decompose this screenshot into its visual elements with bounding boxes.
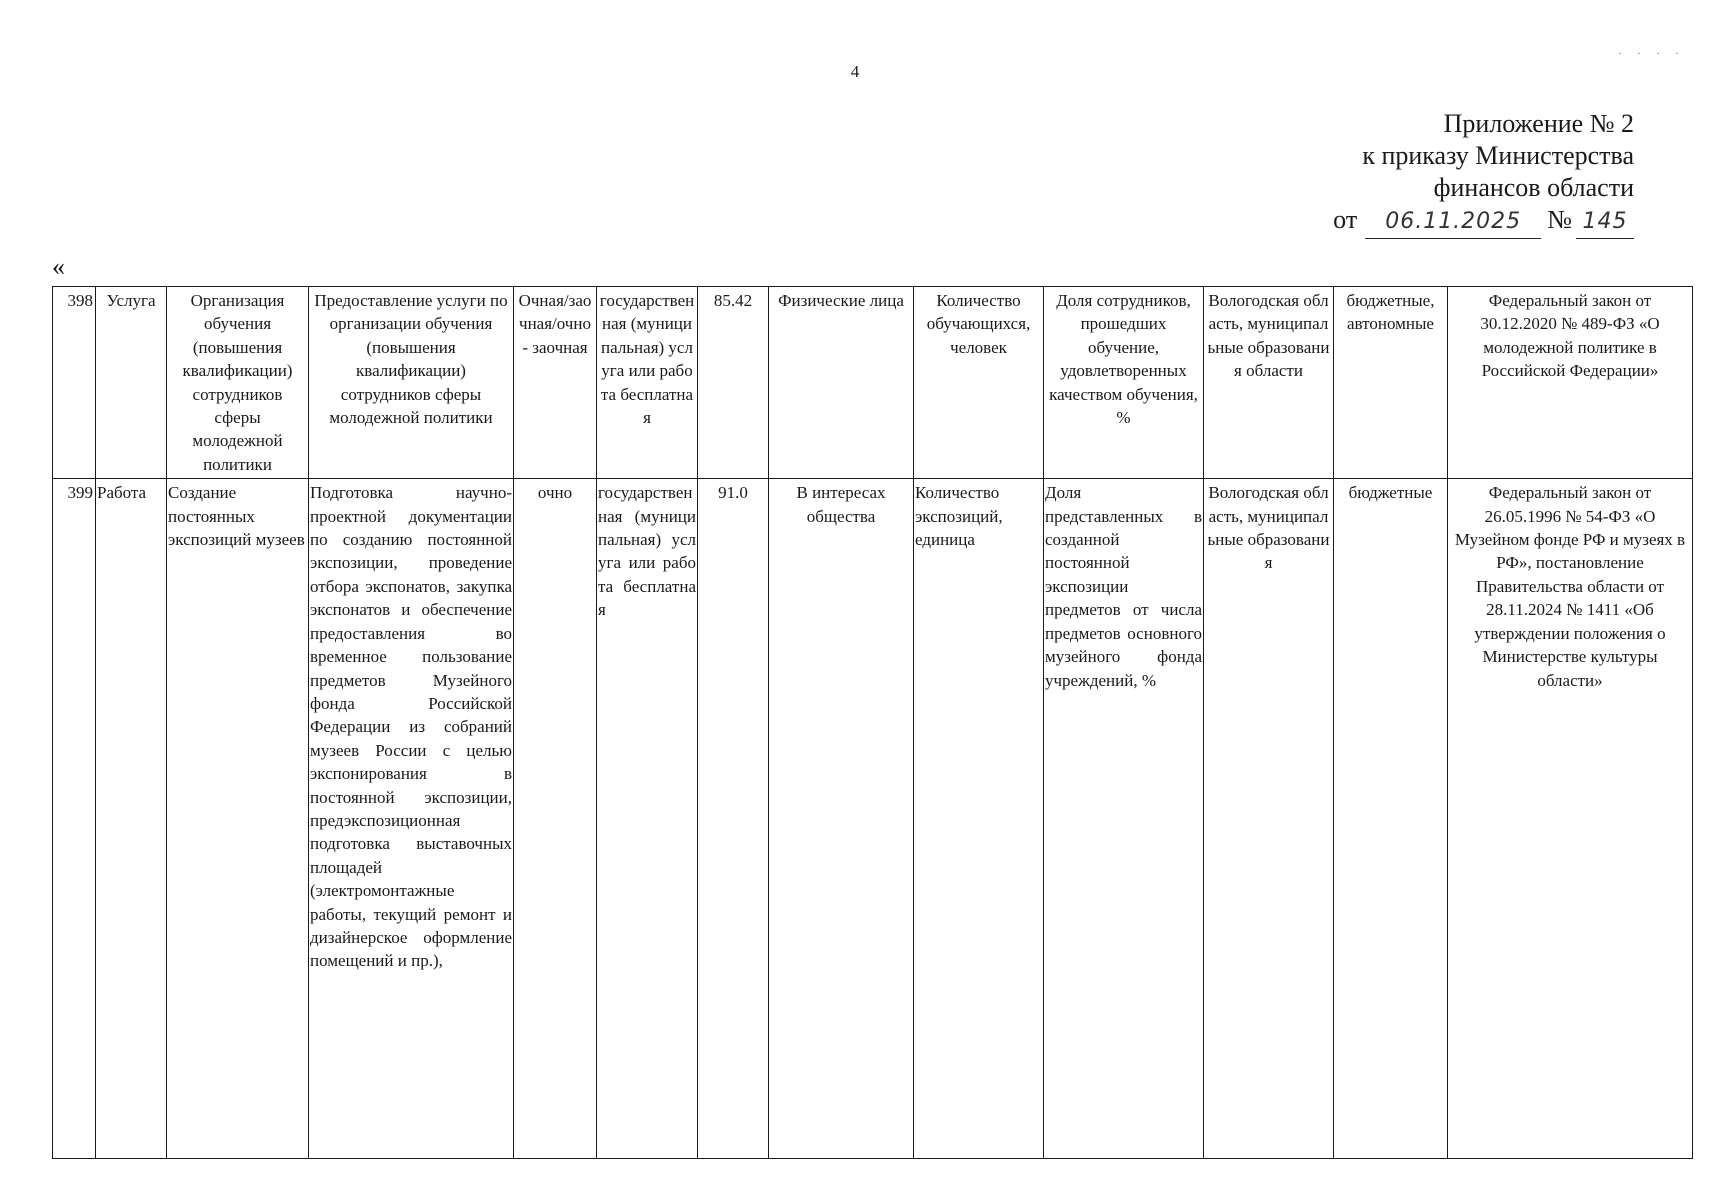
table-row xyxy=(53,287,1693,479)
table-row xyxy=(53,479,1693,1159)
row-form: Очная/заочная/очно - заочная xyxy=(514,287,597,479)
row-code: 85.42 xyxy=(698,287,769,479)
row-volume-indicator: Количество экспозиций, единица xyxy=(914,479,1044,1159)
row-consumers: Физические лица xyxy=(769,287,914,479)
row-name: Организация обучения (повышения квалификации) сотрудников сферы молодежной политики xyxy=(167,287,309,479)
row-institutions: бюджетные xyxy=(1334,479,1448,1159)
handwritten-date: 06.11.2025 xyxy=(1365,206,1541,239)
row-kind: Работа xyxy=(96,479,167,1159)
row-institutions: бюджетные, автономные xyxy=(1334,287,1448,479)
row-content: Подготовка научно-проектной документации по созданию постоянной экспозиции, проведение отбора экспонатов, закупка экспонатов и обеспечение предоставления во временное пользование предметов Музейного фонда Российской Федерации из собраний музеев России с целью экспонирования в постоянной экспозиции, предэкспозиционная подготовка выставочных площадей (электромонтажные работы, текущий ремонт и дизайнерское оформление помещений и пр.), xyxy=(309,479,514,1159)
row-type: государственная (муниципальная) услуга или работа бесплатная xyxy=(597,479,698,1159)
row-consumers: В интересах общества xyxy=(769,479,914,1159)
opening-quote: « xyxy=(52,252,65,281)
row-number: 398 xyxy=(53,287,96,479)
row-code: 91.0 xyxy=(698,479,769,1159)
date-prefix: от xyxy=(1333,205,1358,234)
annex-order-line: к приказу Министерства xyxy=(1362,141,1634,170)
page-number: 4 xyxy=(850,62,860,81)
annex-title: Приложение № 2 xyxy=(1443,109,1634,138)
number-sign: № xyxy=(1547,205,1572,234)
row-territory: Вологодская область, муниципальные образования xyxy=(1204,479,1334,1159)
row-territory: Вологодская область, муниципальные образования области xyxy=(1204,287,1334,479)
row-kind: Услуга xyxy=(96,287,167,479)
row-quality-indicator: Доля представленных в созданной постоянной экспозиции предметов от числа предметов основного музейного фонда учреждений, % xyxy=(1044,479,1204,1159)
scan-marks: · · · · xyxy=(1618,46,1685,60)
row-quality-indicator: Доля сотрудников, прошедших обучение, удовлетворенных качеством обучения, % xyxy=(1044,287,1204,479)
row-type: государственная (муниципальная) услуга или работа бесплатная xyxy=(597,287,698,479)
handwritten-order-number: 145 xyxy=(1576,206,1634,239)
row-volume-indicator: Количество обучающихся, человек xyxy=(914,287,1044,479)
annex-ministry-line: финансов области xyxy=(1433,173,1634,202)
row-legal-basis: Федеральный закон от 26.05.1996 № 54-ФЗ «О Музейном фонде РФ и музеях в РФ», постановление Правительства области от 28.11.2024 № 1411 «Об утверждении положения о Министерстве культуры области» xyxy=(1448,479,1693,1159)
annex-header xyxy=(1333,108,1634,239)
row-content: Предоставление услуги по организации обучения (повышения квалификации) сотрудников сферы молодежной политики xyxy=(309,287,514,479)
row-name: Создание постоянных экспозиций музеев xyxy=(167,479,309,1159)
row-form: очно xyxy=(514,479,597,1159)
annex-date-line xyxy=(1333,204,1634,239)
row-number: 399 xyxy=(53,479,96,1159)
services-registry-table xyxy=(52,286,1693,1159)
row-legal-basis: Федеральный закон от 30.12.2020 № 489-ФЗ «О молодежной политике в Российской Федерации» xyxy=(1448,287,1693,479)
